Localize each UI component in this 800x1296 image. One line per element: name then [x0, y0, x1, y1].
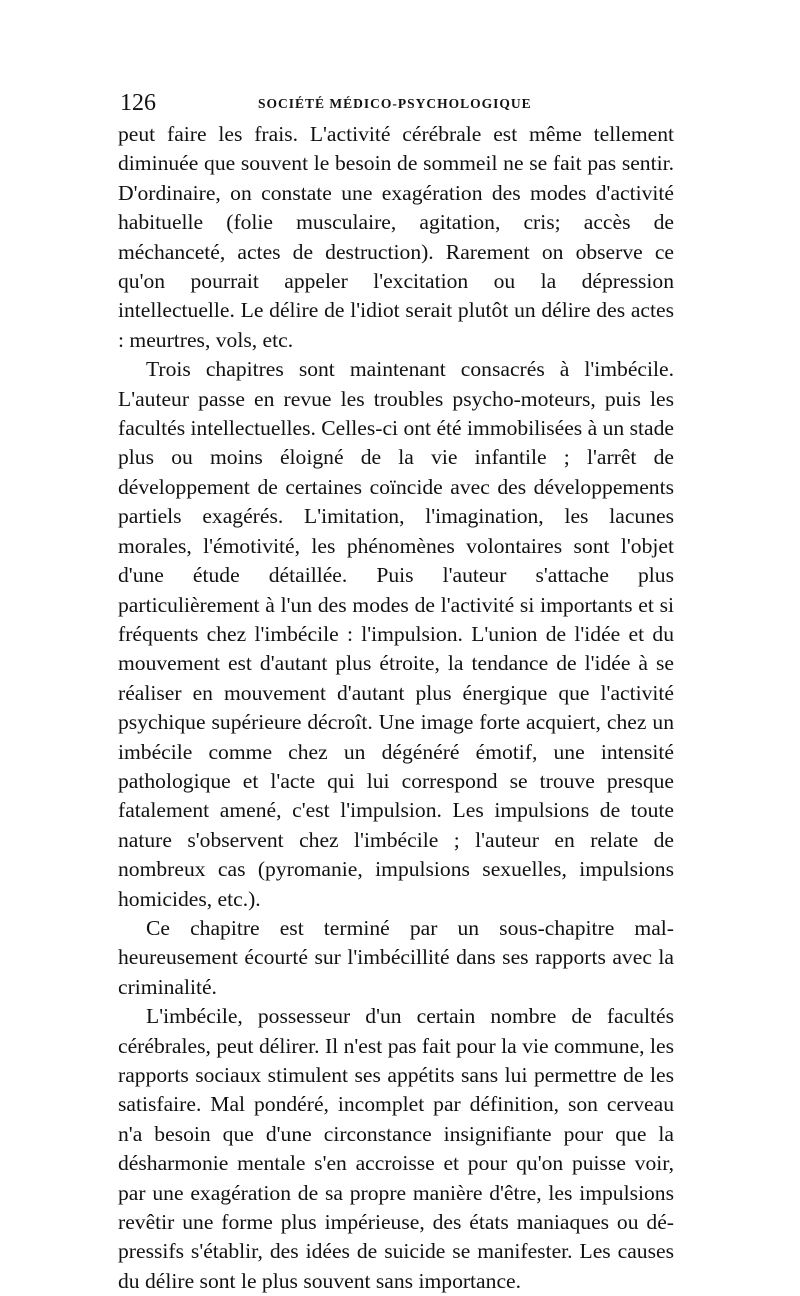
page-header [118, 88, 674, 118]
paragraph-1: peut faire les frais. L'activité cérébrale est même tellement diminuée que souvent le besoin de sommeil ne se fait pas sentir. D'ordinaire, on constate une exagération des modes d'activité habituelle (folie musculaire, agitation, cris; accès de méchanceté, actes de destruction). Rarement on observe ce qu'on pourrait appeler l'excitation ou la dépression intellectuelle. Le délire de l'idiot serait plutôt un délire des actes : meurtres, vols, etc. [118, 122, 674, 352]
running-title: SOCIÉTÉ MÉDICO-PSYCHOLOGIQUE [258, 96, 532, 111]
paragraph-2: Trois chapitres sont maintenant consacrés à l'imbécile. L'auteur passe en revue les troubles psycho-moteurs, puis les facultés intellectuelles. Celles-ci ont été immobilisées à un stade plus ou moins éloigné de la vie infantile ; l'arrêt de développement de certaines coïncide avec des développements partiels exagérés. L'imitation, l'imagination, les lacunes morales, l'émotivité, les phénomènes volontaires sont l'objet d'une étude détaillée. Puis l'auteur s'attache plus particulièrement à l'un des modes de l'activité si importants et si fréquents chez l'imbécile : l'impulsion. L'union de l'idée et du mouvement est d'autant plus étroite, la tendance de l'idée à se réaliser en mouvement d'autant plus énergique que l'activité psychique supérieure décroît. Une image forte acquiert, chez un imbécile comme chez un dégénéré émotif, une intensité pathologique et l'acte qui lui correspond se trouve presque fatalement amené, c'est l'impulsion. Les impulsions de toute nature s'observent chez l'imbécile ; l'auteur en relate de nombreux cas (pyromanie, impulsions sexuelles, impulsions homicides, etc.). [118, 357, 674, 911]
body-text [118, 120, 674, 1296]
paragraph-4: L'imbécile, possesseur d'un certain nombre de facultés cérébrales, peut délirer. Il n'est pas fait pour la vie commune, les rapports sociaux stimulent ses appétits sans lui permettre de les satisfaire. Mal pondéré, incomplet par définition, son cerveau n'a besoin que d'une circonstance insignifiante pour que la désharmonie mentale s'en accroisse et pour qu'on puisse voir, par une exagération de sa propre manière d'être, les impulsions revêtir une forme plus impérieuse, des états maniaques ou dépressifs s'établir, des idées de suicide se manifester. Les causes du délire sont le plus souvent sans importance. [118, 1004, 674, 1293]
book-page [118, 88, 674, 1296]
page-number: 126 [120, 90, 156, 116]
paragraph-3: Ce chapitre est terminé par un sous-chapitre malheureusement écourté sur l'imbécillité dans ses rapports avec la criminalité. [118, 915, 674, 999]
